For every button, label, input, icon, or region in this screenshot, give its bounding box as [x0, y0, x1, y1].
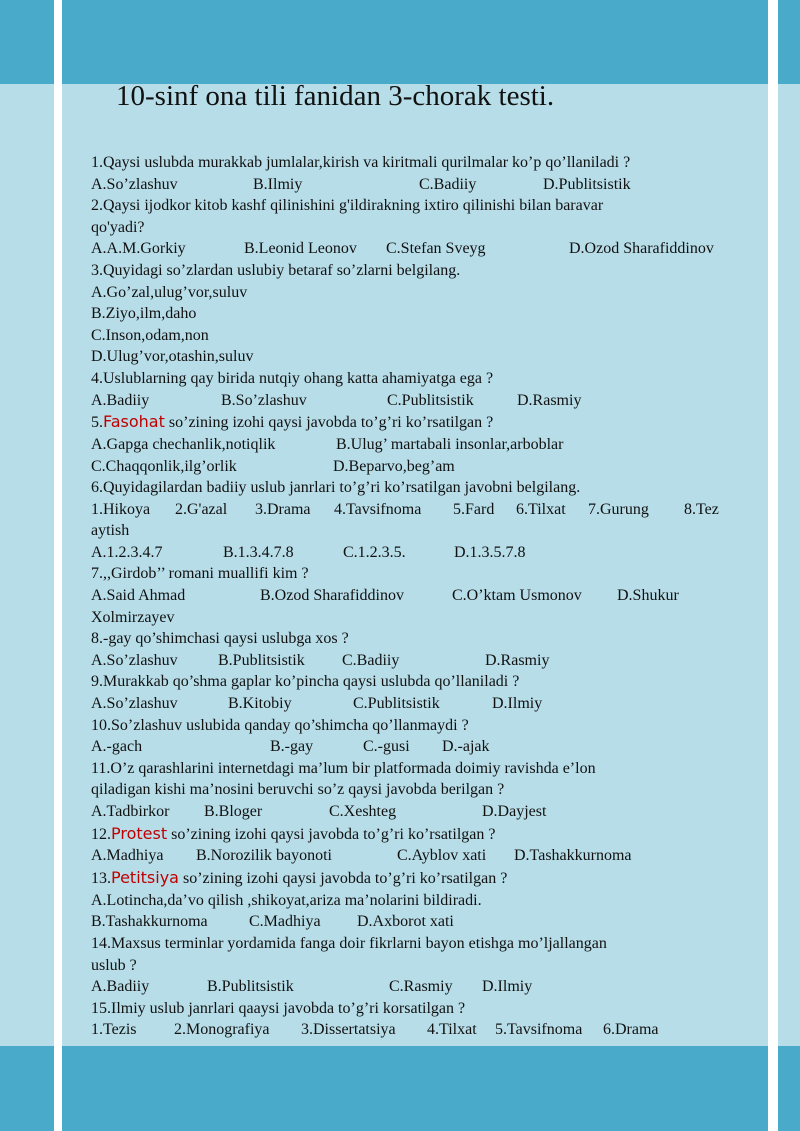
answer-option: D.Rasmiy: [485, 651, 550, 669]
answer-option: D.Dayjest: [482, 803, 547, 821]
text-line: [91, 390, 751, 412]
answer-option: B.Leonid Leonov: [244, 240, 357, 258]
text-line: [91, 845, 751, 867]
answer-option: C.Publitsistik: [387, 391, 474, 409]
question-number: 12.: [91, 825, 111, 843]
text-line: [91, 890, 751, 912]
answer-option: 6.Drama: [603, 1021, 659, 1039]
line-text: 7.,,Girdob’’ romani muallifi kim ?: [91, 565, 309, 583]
top-header-bar: [0, 0, 800, 84]
answer-option: 1.Tezis: [91, 1021, 137, 1039]
question-number: 13.: [91, 870, 111, 887]
answer-option: 8.Tez: [684, 500, 719, 518]
line-text: 10.So’zlashuv uslubida qanday qo’shimcha qo’llanmaydi ?: [91, 716, 469, 734]
line-text: D.Ulug’vor,otashin,suluv: [91, 348, 254, 366]
answer-option: 4.Tavsifnoma: [334, 500, 422, 518]
text-line: [91, 499, 751, 521]
answer-option: B.Tashakkurnoma: [91, 913, 208, 931]
answer-option: B.Publitsistik: [218, 651, 305, 669]
answer-option: D.-ajak: [442, 738, 490, 756]
line-text: B.Ziyo,ilm,daho: [91, 305, 197, 323]
text-line: [91, 758, 751, 780]
text-line: [91, 650, 751, 672]
text-line: [91, 671, 751, 693]
right-border-band: [778, 0, 800, 1131]
line-text: 8.-gay qo’shimchasi qaysi uslubga xos ?: [91, 630, 349, 648]
line-text: A.Go’zal,ulug’vor,suluv: [91, 283, 248, 301]
line-text: 15.Ilmiy uslub janrlari qaaysi javobda to’g’ri korsatilgan ?: [91, 999, 466, 1017]
answer-option: B.Ilmiy: [253, 175, 303, 193]
text-line: [91, 715, 751, 737]
text-line: [91, 976, 751, 998]
text-line: [91, 325, 751, 347]
answer-option: A.Badiiy: [91, 978, 150, 996]
text-line: [91, 563, 751, 585]
answer-option: D.Ilmiy: [482, 978, 533, 996]
answer-option: D.Publitsistik: [543, 175, 631, 193]
text-line: [91, 823, 751, 846]
answer-option: C.Rasmiy: [389, 978, 453, 996]
test-content: [91, 152, 751, 1041]
text-line: [91, 693, 751, 715]
line-text: 6.Quyidagilardan badiiy uslub janrlari to’g’ri ko’rsatilgan javobni belgilang.: [91, 479, 581, 497]
answer-option: A.Gapga chechanlik,notiqlik: [91, 435, 276, 453]
answer-option: B.So’zlashuv: [221, 391, 307, 409]
answer-option: C.Badiiy: [419, 175, 477, 193]
answer-option: 4.Tilxat: [427, 1021, 477, 1039]
line-text: 14.Maxsus terminlar yordamida fanga doir fikrlarni bayon etishga mo’ljallangan: [91, 934, 607, 952]
text-line: [91, 801, 751, 823]
answer-option: A.So’zlashuv: [91, 651, 178, 669]
answer-option: C.Madhiya: [249, 913, 321, 931]
text-line: [91, 152, 751, 174]
text-line: [91, 933, 751, 955]
answer-option: 7.Gurung: [588, 500, 649, 518]
answer-option: B.Ozod Sharafiddinov: [260, 587, 404, 605]
answer-option: C.Ayblov xati: [397, 847, 487, 865]
answer-option: 1.Hikoya: [91, 500, 151, 518]
text-line: [91, 174, 751, 196]
text-line: [91, 911, 751, 933]
answer-option: 5.Fard: [453, 500, 495, 518]
text-line: [91, 867, 751, 890]
answer-option: D.Tashakkurnoma: [514, 847, 632, 865]
answer-option: A.Said Ahmad: [91, 587, 186, 605]
question-number: 5.: [91, 414, 103, 432]
answer-option: C.-gusi: [363, 738, 410, 756]
line-text: 11.O’z qarashlarini internetdagi ma’lum bir platformada doimiy ravishda e’lon: [91, 759, 596, 777]
line-text: 4.Uslublarning qay birida nutqiy ohang katta ahamiyatga ega ?: [91, 369, 494, 387]
text-line: [91, 238, 751, 260]
text-line: [91, 368, 751, 390]
line-text: aytish: [91, 522, 130, 540]
text-line: [91, 1019, 751, 1041]
text-line: [91, 607, 751, 629]
highlighted-term: Protest: [111, 823, 168, 843]
answer-option: C.Stefan Sveyg: [386, 240, 486, 258]
answer-option: D.Shukur: [617, 587, 679, 605]
line-text: C.Inson,odam,non: [91, 326, 209, 344]
text-line: [91, 998, 751, 1020]
line-text: A.Lotincha,da’vo qilish ,shikoyat,ariza ma’nolarini bildiradi.: [91, 891, 482, 909]
text-line: [91, 955, 751, 977]
answer-option: 6.Tilxat: [516, 500, 566, 518]
answer-option: C.Chaqqonlik,ilg’orlik: [91, 457, 237, 475]
line-text: qo'yadi?: [91, 218, 145, 236]
answer-option: C.Badiiy: [342, 651, 400, 669]
answer-option: D.Ilmiy: [492, 695, 543, 713]
answer-option: A.Tadbirkor: [91, 803, 170, 821]
text-line: [91, 260, 751, 282]
answer-option: 2.G'azal: [175, 500, 228, 518]
answer-option: B.Publitsistik: [207, 978, 294, 996]
answer-option: B.Kitobiy: [228, 695, 292, 713]
text-line: [91, 542, 751, 564]
answer-option: A.1.2.3.4.7: [91, 543, 163, 561]
answer-option: A.So’zlashuv: [91, 695, 178, 713]
answer-option: A.A.M.Gorkiy: [91, 240, 186, 258]
text-line: [91, 303, 751, 325]
answer-option: B.Ulug’ martabali insonlar,arboblar: [336, 435, 564, 453]
answer-option: D.1.3.5.7.8: [454, 543, 526, 561]
answer-option: 2.Monografiya: [174, 1021, 270, 1039]
line-text: qiladigan kishi ma’nosini beruvchi so’z qaysi javobda berilgan ?: [91, 781, 505, 799]
text-line: [91, 736, 751, 758]
line-text: uslub ?: [91, 956, 137, 974]
answer-option: C.Xeshteg: [329, 803, 397, 821]
text-line: [91, 520, 751, 542]
text-line: [91, 195, 751, 217]
text-line: [91, 434, 751, 456]
answer-option: D.Ozod Sharafiddinov: [569, 240, 714, 258]
text-line: [91, 477, 751, 499]
text-line: [91, 779, 751, 801]
text-line: [91, 456, 751, 478]
bottom-footer-bar: [0, 1046, 800, 1131]
answer-option: D.Rasmiy: [517, 391, 582, 409]
question-text: so’zining izohi qaysi javobda to’g’ri ko’rsatilgan ?: [167, 825, 496, 843]
answer-option: 3.Drama: [255, 500, 311, 518]
question-text: so’zining izohi qaysi javobda to’g’ri ko’rsatilgan ?: [164, 414, 494, 432]
highlighted-term: Petitsiya: [111, 868, 179, 887]
line-text: 1.Qaysi uslubda murakkab jumlalar,kirish va kiritmali qurilmalar ko’p qo’llaniladi ?: [91, 154, 631, 171]
answer-option: C.O’ktam Usmonov: [452, 587, 582, 605]
highlighted-term: Fasohat: [103, 412, 165, 432]
answer-option: C.Publitsistik: [353, 695, 440, 713]
answer-option: D.Axborot xati: [357, 913, 454, 931]
answer-option: A.-gach: [91, 738, 143, 756]
answer-option: B.Norozilik bayonoti: [196, 847, 332, 865]
page-title: 10-sinf ona tili fanidan 3-chorak testi.: [116, 80, 555, 112]
line-text: 3.Quyidagi so’zlardan uslubiy betaraf so’zlarni belgilang.: [91, 261, 461, 279]
answer-option: A.Madhiya: [91, 847, 164, 865]
left-border-band: [0, 0, 54, 1131]
answer-option: A.So’zlashuv: [91, 175, 178, 193]
line-text: 2.Qaysi ijodkor kitob kashf qilinishini g'ildirakning ixtiro qilinishi bilan baravar: [91, 197, 604, 215]
answer-option: B.-gay: [270, 738, 314, 756]
answer-option: A.Badiiy: [91, 391, 150, 409]
text-line: [91, 628, 751, 650]
question-text: so’zining izohi qaysi javobda to’g’ri ko’rsatilgan ?: [178, 870, 508, 887]
line-text: 9.Murakkab qo’shma gaplar ko’pincha qaysi uslubda qo’llaniladi ?: [91, 673, 520, 691]
text-line: [91, 411, 751, 434]
text-line: [91, 282, 751, 304]
answer-option: D.Beparvo,beg’am: [333, 457, 455, 475]
text-line: [91, 585, 751, 607]
answer-option: B.Bloger: [204, 803, 263, 821]
answer-option: 5.Tavsifnoma: [495, 1021, 583, 1039]
text-line: [91, 346, 751, 368]
text-line: [91, 217, 751, 239]
line-text: Xolmirzayev: [91, 608, 175, 626]
answer-option: B.1.3.4.7.8: [223, 543, 294, 561]
answer-option: 3.Dissertatsiya: [301, 1021, 396, 1039]
answer-option: C.1.2.3.5.: [343, 543, 406, 561]
